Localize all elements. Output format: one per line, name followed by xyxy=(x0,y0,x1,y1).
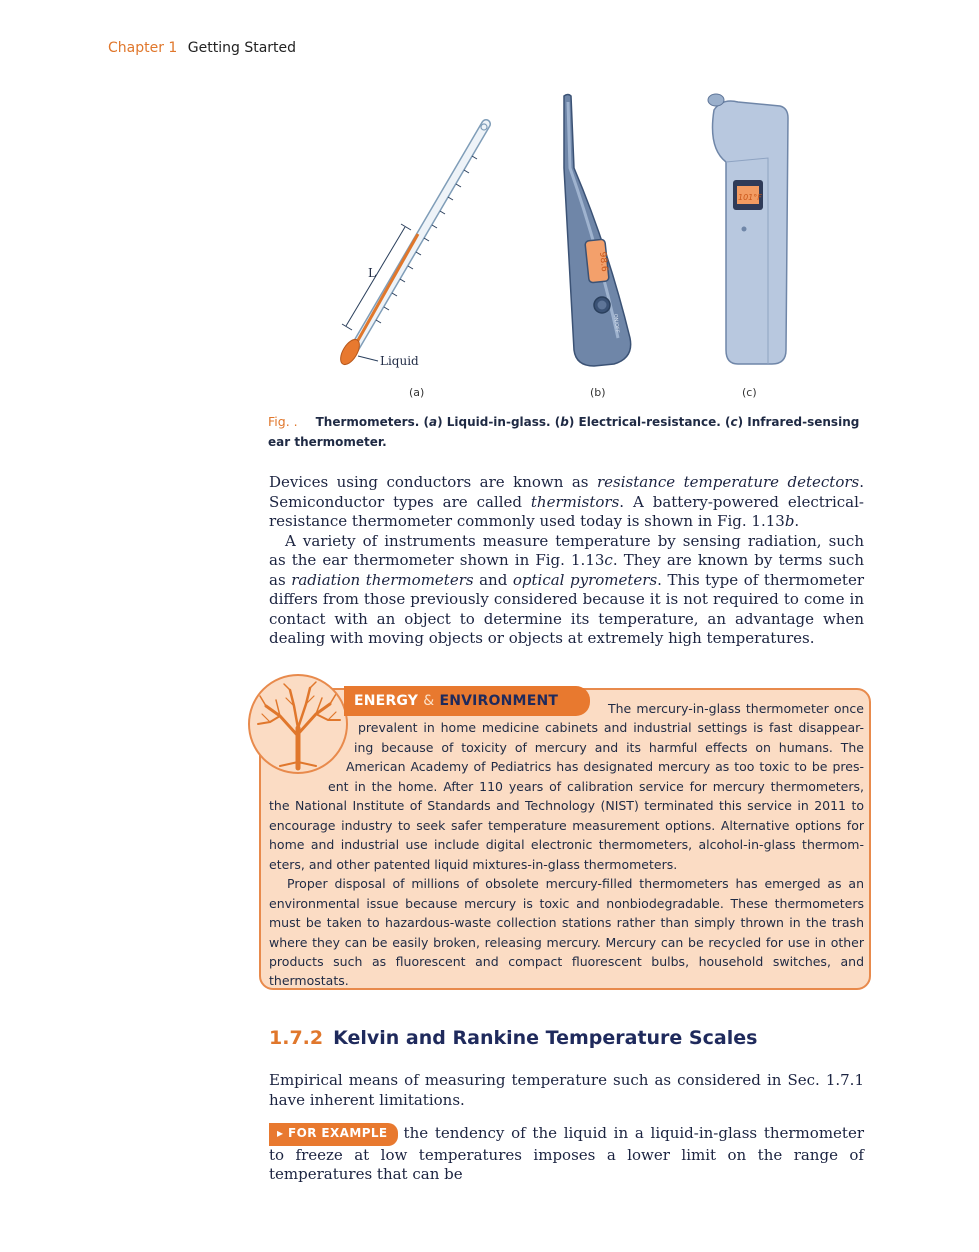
chapter-title: Getting Started xyxy=(187,40,297,56)
thermometer-figure xyxy=(268,88,868,408)
box-line-15: thermostats. xyxy=(269,973,349,988)
display-c-readout: 101°F xyxy=(738,193,762,202)
section-number: 1.7.2 xyxy=(269,1027,324,1049)
box-line-12: must be taken to hazardous-waste collection stations rather than simply thrown in the trash xyxy=(269,915,864,930)
section-title: Kelvin and Rankine Temperature Scales xyxy=(333,1027,758,1049)
caption-text: Thermometers. (a) Liquid-in-glass. (b) Electrical-resistance. (c) Infrared-sensing ear thermometer. xyxy=(268,415,860,449)
thermometer-illustration xyxy=(268,88,868,408)
box-line-4: American Academy of Pediatrics has designated mercury as too toxic to be pres- xyxy=(346,759,864,774)
for-example-text: the tendency of the liquid in a liquid-in-glass thermometer to freeze at low temperatures imposes a lower limit on the range of temperatures that can be xyxy=(269,1124,864,1183)
infrared-ear-thermometer xyxy=(708,94,788,364)
paragraph-4 xyxy=(269,1123,864,1185)
on-off-label: ON/OFF xyxy=(612,313,620,334)
liquid-annotation: Liquid xyxy=(380,354,419,368)
running-head xyxy=(108,40,296,56)
chapter-label: Chapter 1 xyxy=(108,40,178,56)
body-paragraphs xyxy=(269,473,864,649)
paragraph-1: Devices using conductors are known as resistance temperature detectors. Semiconductor types are called thermistors. A battery-powered electrical-resistance thermometer commonly used today is shown in Fig. 1.13b. xyxy=(269,473,864,530)
fig-label-a: (a) xyxy=(409,386,425,399)
fig-label-b: (b) xyxy=(590,386,606,399)
section-heading xyxy=(269,1027,757,1049)
box-line-6: the National Institute of Standards and Technology (NIST) terminated this service in 2011 to xyxy=(269,798,864,813)
box-line-7: encourage industry to seek safer temperature measurement options. Alternative options for xyxy=(269,818,864,833)
tree-badge xyxy=(248,674,348,774)
box-line-5: ent in the home. After 110 years of calibration service for mercury thermometers, xyxy=(328,779,864,794)
box-line-13: where they can be easily broken, releasing mercury. Mercury can be recycled for use in other xyxy=(269,935,864,950)
paragraph-2: A variety of instruments measure temperature by sensing radiation, such as the ear thermometer shown in Fig. 1.13c. They are known by terms such as radiation thermometers and optical pyrometers. This type of thermometer differs from those previously considered because it is not required to come in contact with an object to determine its temperature, an advantage when dealing with moving objects or objects at extremely high temperatures. xyxy=(269,531,864,647)
liquid-in-glass-thermometer xyxy=(337,124,487,368)
box-line-14: products such as fluorescent and compact fluorescent bulbs, household switches, and xyxy=(269,954,864,969)
for-example-badge: ▸ FOR EXAMPLE xyxy=(269,1123,398,1146)
fig-label-c: (c) xyxy=(742,386,757,399)
box-line-9: eters, and other patented liquid mixtures-in-glass thermometers. xyxy=(269,857,678,872)
length-annotation: L xyxy=(368,266,376,280)
box-line-11: environmental issue because mercury is toxic and nonbiodegradable. These thermometers xyxy=(269,896,864,911)
electrical-resistance-thermometer xyxy=(564,95,631,367)
paragraph-3: Empirical means of measuring temperature such as considered in Sec. 1.7.1 have inherent limitations. xyxy=(269,1071,864,1109)
caption-tag: Fig. . xyxy=(268,414,298,429)
box-line-2: prevalent in home medicine cabinets and industrial settings is fast disappear- xyxy=(358,720,864,735)
box-line-8: home and industrial use include digital electronic thermometers, alcohol-in-glass thermom- xyxy=(269,837,864,852)
box-line-1: The mercury-in-glass thermometer once xyxy=(608,701,864,716)
energy-environment-tab: ENERGY & ENVIRONMENT xyxy=(344,686,590,716)
figure-caption xyxy=(268,412,868,452)
box-line-3: ing because of toxicity of mercury and its harmful effects on humans. The xyxy=(354,740,864,755)
tree-icon xyxy=(250,676,346,772)
box-line-10: Proper disposal of millions of obsolete mercury-filled thermometers has emerged as an xyxy=(287,876,864,891)
display-b-readout: 98.6 xyxy=(597,251,610,273)
